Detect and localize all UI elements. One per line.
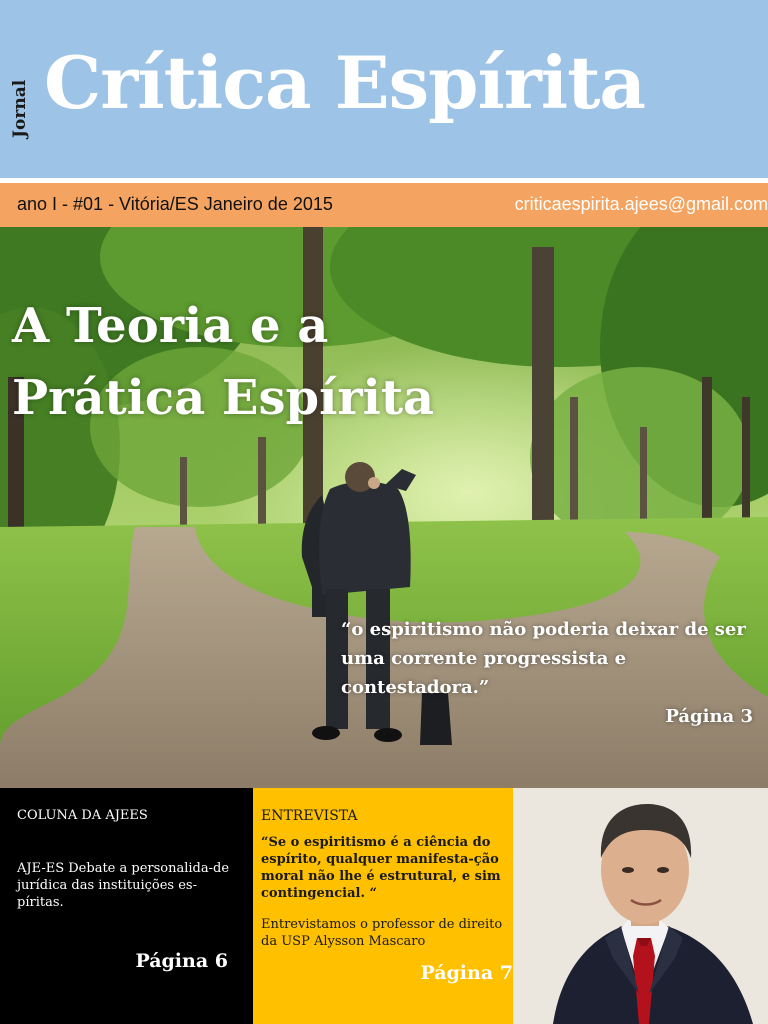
interview-page: Página 7 [420, 962, 513, 984]
interview-title: ENTREVISTA [261, 808, 358, 824]
issue-info-bar [0, 183, 768, 227]
interview-panel [253, 788, 513, 1024]
newspaper-title: Crítica Espírita [44, 40, 646, 125]
contact-email[interactable]: criticaespirita.ajees@gmail.com [514, 194, 768, 214]
cover-headline [12, 290, 612, 434]
headline-line-2: Prática Espírita [12, 370, 435, 426]
jornal-label: Jornal [10, 79, 30, 138]
issue-line: ano I - #01 - Vitória/ES Janeiro de 2015 [17, 194, 333, 214]
interview-text: Entrevistamos o professor de direito da USP Alysson Mascaro [261, 917, 503, 949]
ajees-column-panel [0, 788, 253, 1024]
column-page: Página 6 [135, 950, 228, 972]
cover-quote: “o espiritismo não poderia deixar de ser uma corrente progressista e contestadora.” [341, 619, 746, 698]
headline-line-1: A Teoria e a [12, 298, 329, 354]
interview-quote: “Se o espiritismo é a ciência do espírito, qualquer manifesta-ção moral não lhe é estrutural, e sim contingencial. “ [261, 835, 501, 901]
cover-quote-page: Página 3 [665, 706, 753, 727]
column-text: AJE-ES Debate a personalida-de jurídica das instituições es-píritas. [17, 861, 230, 910]
interviewee-portrait [513, 788, 768, 1024]
masthead [0, 0, 768, 178]
column-title: COLUNA DA AJEES [17, 808, 148, 823]
